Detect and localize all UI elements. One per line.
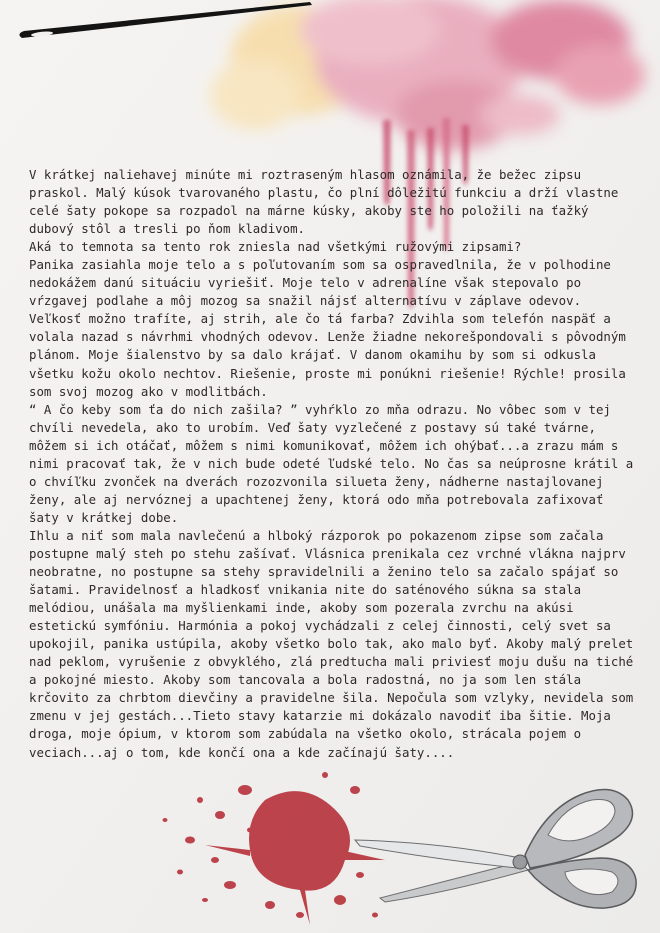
text-line: ženy, ale aj nervóznej a upachtenej ženy, ktorá odo mňa potrebovala zafixovať [29, 491, 604, 507]
text-line: praskol. Malý kúsok tvarovaného plastu, čo plní dôležitú funkciu a drží vlastne [29, 185, 619, 201]
text-line: šaty v krátkej dobe. [29, 509, 179, 525]
text-line: neobratne, no postupne sa stehy spravidelnili a ženino telo sa začalo spájať so [29, 564, 619, 580]
story-text [29, 166, 639, 762]
text-line: estetickú symfóniu. Harmónia a pokoj vychádzali z celej činnosti, celý svet sa [29, 618, 611, 634]
text-line: zmenu v jej gestách...Tieto stavy katarzie mi dokázalo navodiť iba šitie. Moja [29, 708, 611, 724]
text-line: dubový stôl a tresli po ňom kladivom. [29, 221, 306, 237]
text-line: a pokojné miesto. Akoby som tancovala a bola radostná, no ja som len stála [29, 672, 582, 688]
text-line: som svoj mozog ako v modlitbách. [29, 383, 268, 399]
text-line: droga, moje ópium, v ktorom som zabúdala na všetko okolo, strácala pojem o [29, 726, 582, 742]
text-line: melódiou, unášala ma myšlienkami inde, akoby som pozerala zvrchu na akúsi [29, 600, 574, 616]
text-line: V krátkej naliehavej minúte mi roztraseným hlasom oznámila, že bežec zipsu [29, 167, 582, 182]
text-line: “ A čo keby som ťa do nich zašila? ” vyhŕklo zo mňa odrazu. No vôbec som v tej [29, 401, 611, 417]
text-line: nimi pracovať tak, že v nich bude odeté ľudské telo. No čas sa neúprosne krátil a [29, 455, 634, 471]
text-line: Veľkosť možno trafíte, aj strih, ale čo tá farba? Zdvihla som telefón naspäť a [29, 311, 611, 327]
text-line: postupne malý steh po stehu zašívať. Vlásnica prenikala cez vrchné vlákna najprv [29, 545, 626, 561]
text-line: o chvíľku zvonček na dverách rozozvonila silueta ženy, nádherne nastajlovanej [29, 473, 604, 489]
text-line: veciach...aj o tom, kde končí ona a kde začínajú šaty.... [29, 744, 455, 760]
text-line: celé šaty pokope sa rozpadol na márne kúsky, akoby ste ho položili na ťažký [29, 203, 589, 219]
text-line: upokojil, panika ustúpila, akoby všetko bolo tak, ako malo byť. Akoby malý prelet [29, 636, 634, 652]
needle-icon [0, 0, 330, 50]
text-line: šatami. Pravidelnosť a hladkosť vnikania nite do saténového súkna sa stala [29, 582, 582, 598]
text-line: nad peklom, vyrušenie z obvyklého, zlá predtucha mali priviesť moju dušu na tiché [29, 654, 634, 670]
text-line: vŕzgavej podlahe a môj mozog sa snažil nájsť alternatívu v záplave odevov. [29, 293, 582, 309]
text-line: krčovito za chrbtom dievčiny a pravidelne šila. Nepočula som vzlyky, nevidela som [29, 690, 634, 706]
text-line: môžem si ich otáčať, môžem s nimi komunikovať, môžem ich ohýbať...a zrazu mám s [29, 437, 619, 453]
text-line: nedokážem danú situáciu vyriešiť. Moje telo v adrenalíne však stepovalo po [29, 275, 582, 291]
text-line: Aká to temnota sa tento rok zniesla nad všetkými ružovými zipsami? [29, 239, 522, 255]
text-line: Panika zasiahla moje telo a s poľutovaním som sa ospravedlnila, že v polhodine [29, 257, 611, 273]
text-line: Ihlu a niť som mala navlečenú a hlboký rázporok po pokazenom zipse som začala [29, 527, 604, 543]
text-line: plánom. Moje šialenstvo by sa dalo krájať. V danom okamihu by som si odkusla [29, 347, 596, 363]
text-line: všetku kožu okolo nechtov. Riešenie, proste mi ponúkni riešenie! Rýchle! prosila [29, 365, 626, 381]
text-line: volala nazad s návrhmi vhodných odevov. Lenže žiadne nekorešpondovali s pôvodným [29, 329, 626, 345]
text-line: chvíli nevedela, ako to urobím. Veď šaty vyzlečené z postavy sú také tvárne, [29, 419, 596, 435]
